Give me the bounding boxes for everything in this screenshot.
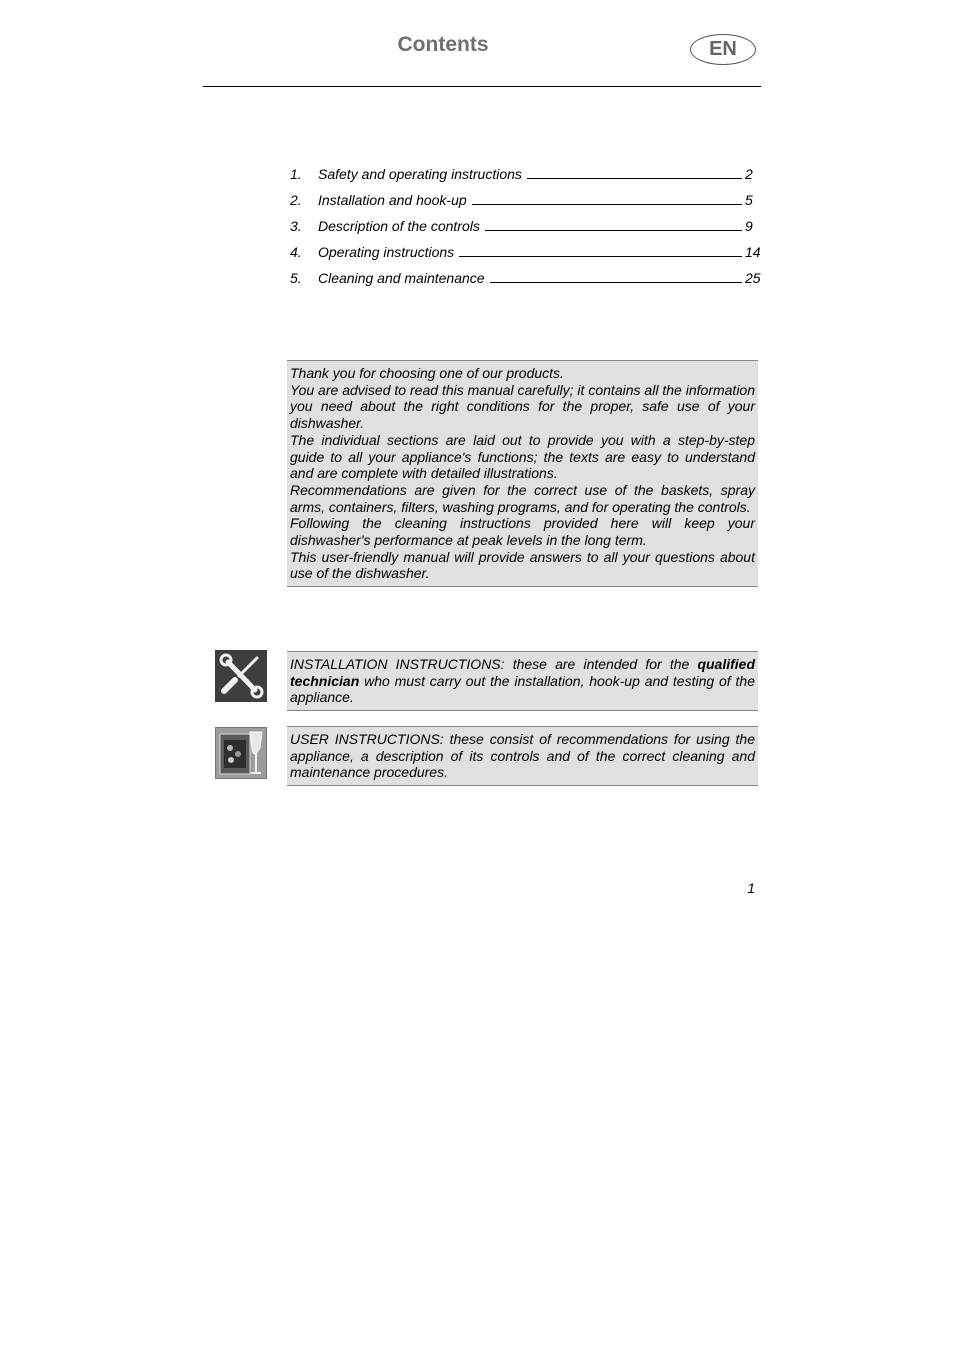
toc-leader-line bbox=[472, 204, 742, 205]
toc-entry-number: 3. bbox=[290, 218, 302, 234]
toc-entry-page: 25 bbox=[745, 270, 761, 286]
intro-box bbox=[287, 360, 758, 587]
toc-entry[interactable] bbox=[290, 208, 761, 234]
intro-paragraph: You are advised to read this manual carefully; it contains all the information you need about the right conditions for the proper, safe use of your dishwasher. bbox=[290, 381, 755, 432]
toc-entry-number: 1. bbox=[290, 166, 302, 182]
dishwasher-glass-icon-graphic bbox=[216, 728, 266, 778]
toc-leader-line bbox=[485, 230, 742, 231]
installation-text-end: who must carry out the installation, hook-up and testing of the appliance. bbox=[290, 672, 755, 706]
toc-entry-label: Installation and hook-up bbox=[318, 192, 467, 208]
intro-paragraph: The individual sections are laid out to provide you with a step-by-step guide to all your appliance's functions; the texts are easy to understand and are complete with detailed illustrations. bbox=[290, 431, 755, 482]
wrench-screwdriver-icon bbox=[215, 650, 267, 702]
toc-entry[interactable] bbox=[290, 234, 761, 260]
toc-entry-label: Operating instructions bbox=[318, 244, 455, 260]
user-instructions-box bbox=[287, 726, 758, 786]
language-badge: EN bbox=[690, 34, 756, 65]
toc-entry-page: 5 bbox=[745, 192, 753, 208]
table-of-contents bbox=[290, 156, 761, 286]
page-number: 1 bbox=[747, 880, 755, 896]
toc-entry[interactable] bbox=[290, 260, 761, 286]
intro-paragraph: This user-friendly manual will provide answers to all your questions about use of the dishwasher. bbox=[290, 548, 755, 582]
toc-entry[interactable] bbox=[290, 156, 761, 182]
toc-entry-page: 2 bbox=[745, 166, 753, 182]
page-title: Contents bbox=[397, 33, 489, 56]
toc-entry-page: 14 bbox=[745, 244, 761, 260]
installation-text-start: INSTALLATION INSTRUCTIONS: these are intended for the bbox=[290, 656, 698, 672]
dishwasher-glass-icon bbox=[215, 727, 267, 779]
toc-leader-line bbox=[527, 178, 742, 179]
intro-paragraph: Recommendations are given for the correct use of the baskets, spray arms, containers, filters, washing programs, and for operating the controls. bbox=[290, 481, 755, 515]
toc-entry-label: Safety and operating instructions bbox=[318, 166, 522, 182]
wrench-screwdriver-icon-graphic bbox=[215, 650, 267, 702]
installation-instructions-box bbox=[287, 651, 758, 711]
toc-entry-number: 4. bbox=[290, 244, 302, 260]
toc-entry-label: Cleaning and maintenance bbox=[318, 270, 485, 286]
header-divider bbox=[203, 86, 761, 87]
toc-leader-line bbox=[459, 256, 742, 257]
intro-paragraph: Following the cleaning instructions provided here will keep your dishwasher's performance at peak levels in the long term. bbox=[290, 515, 755, 549]
toc-entry-number: 5. bbox=[290, 270, 302, 286]
user-text: USER INSTRUCTIONS: these consist of recommendations for using the appliance, a description of its controls and of the correct cleaning and maintenance procedures. bbox=[290, 731, 755, 781]
toc-entry-page: 9 bbox=[745, 218, 753, 234]
toc-leader-line bbox=[490, 282, 742, 283]
toc-entry[interactable] bbox=[290, 182, 761, 208]
intro-paragraph: Thank you for choosing one of our products. bbox=[290, 365, 564, 381]
installation-text bbox=[290, 656, 755, 706]
toc-entry-number: 2. bbox=[290, 192, 302, 208]
toc-entry-label: Description of the controls bbox=[318, 218, 480, 234]
installation-text-emphasis: qualified technician bbox=[290, 656, 755, 689]
